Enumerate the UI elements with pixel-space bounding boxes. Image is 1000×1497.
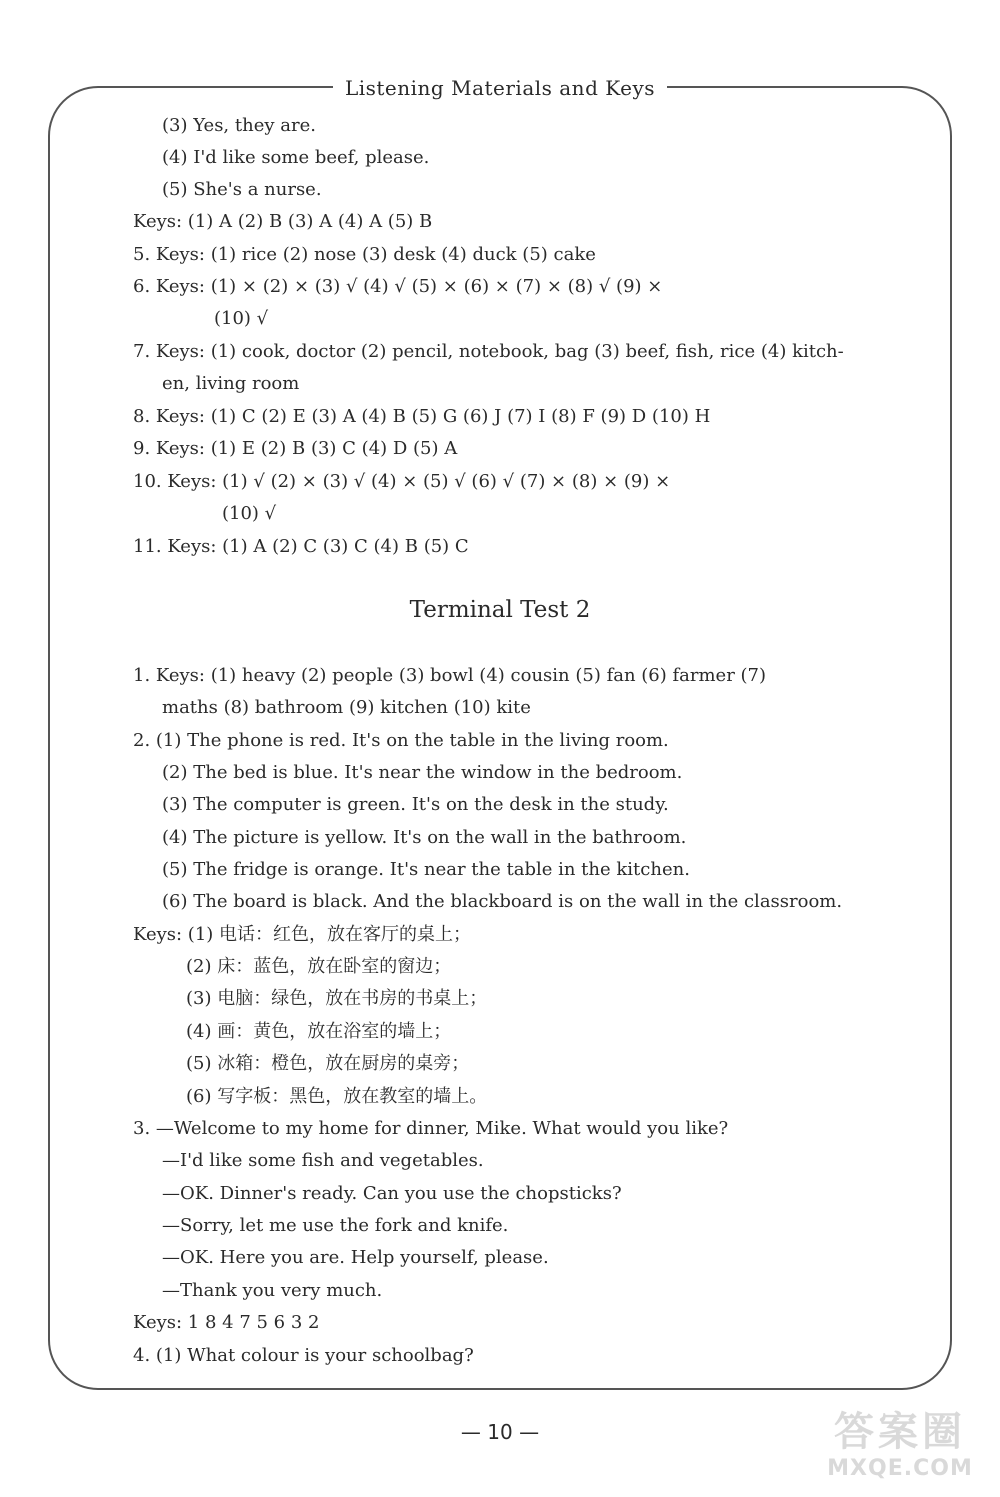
text-line: 2. (1) The phone is red. It's on the table in the living room. [133,730,669,751]
text-line: (5) The fridge is orange. It's near the table in the kitchen. [162,859,690,880]
text-line: (3) Yes, they are. [162,115,316,136]
text-line: (10) √ [222,503,277,524]
text-line: 11. Keys: (1) A (2) C (3) C (4) B (5) C [133,536,469,557]
text-line: en, living room [162,373,300,394]
text-line: 7. Keys: (1) cook, doctor (2) pencil, notebook, bag (3) beef, fish, rice (4) kitch- [133,341,844,362]
text-line: (3) The computer is green. It's on the desk in the study. [162,794,669,815]
text-line: —Thank you very much. [162,1280,383,1301]
text-line: 9. Keys: (1) E (2) B (3) C (4) D (5) A [133,438,458,459]
running-header [0,76,1000,100]
text-line: (2) 床：蓝色，放在卧室的窗边； [186,956,452,977]
text-line: —I'd like some fish and vegetables. [162,1150,484,1171]
text-line: (3) 电脑：绿色，放在书房的书桌上； [186,988,488,1009]
text-line: Keys: 1 8 4 7 5 6 3 2 [133,1312,320,1333]
section-title: Terminal Test 2 [409,597,591,623]
page-number: — 10 — [460,1420,540,1444]
text-line: —Sorry, let me use the fork and knife. [162,1215,509,1236]
text-line: (6) 写字板：黑色，放在教室的墙上。 [186,1086,488,1107]
text-line: (5) She's a nurse. [162,179,322,200]
watermark-logo: 答案圈 [834,1409,966,1455]
site-watermark [810,1408,990,1488]
text-line: 8. Keys: (1) C (2) E (3) A (4) B (5) G (6) J (7) I (8) F (9) D (10) H [133,406,711,427]
text-line: —OK. Here you are. Help yourself, please. [162,1247,549,1268]
text-line: (4) The picture is yellow. It's on the wall in the bathroom. [162,827,687,848]
text-line: —OK. Dinner's ready. Can you use the chopsticks? [162,1183,622,1204]
text-line: (4) 画：黄色，放在浴室的墙上； [186,1021,452,1042]
text-line: (4) I'd like some beef, please. [162,147,430,168]
text-line: Keys: (1) 电话：红色，放在客厅的桌上； [133,924,472,945]
text-line: 3. —Welcome to my home for dinner, Mike. What would you like? [133,1118,729,1139]
text-line: (10) √ [214,308,269,329]
text-line: 10. Keys: (1) √ (2) × (3) √ (4) × (5) √ (6) √ (7) × (8) × (9) × [133,471,671,492]
watermark-url: MXQE.COM [827,1456,973,1481]
text-line: 5. Keys: (1) rice (2) nose (3) desk (4) duck (5) cake [133,244,596,265]
text-line: (5) 冰箱：橙色，放在厨房的桌旁； [186,1053,470,1074]
running-title: Listening Materials and Keys [333,76,667,100]
text-line: (2) The bed is blue. It's near the window in the bedroom. [162,762,683,783]
text-line: maths (8) bathroom (9) kitchen (10) kite [162,697,531,718]
text-line: 6. Keys: (1) × (2) × (3) √ (4) √ (5) × (6) × (7) × (8) √ (9) × [133,276,663,297]
text-line: Keys: (1) A (2) B (3) A (4) A (5) B [133,211,433,232]
text-line: (6) The board is black. And the blackboard is on the wall in the classroom. [162,891,843,912]
text-line: 4. (1) What colour is your schoolbag? [133,1345,474,1366]
text-line: 1. Keys: (1) heavy (2) people (3) bowl (4) cousin (5) fan (6) farmer (7) [133,665,767,686]
